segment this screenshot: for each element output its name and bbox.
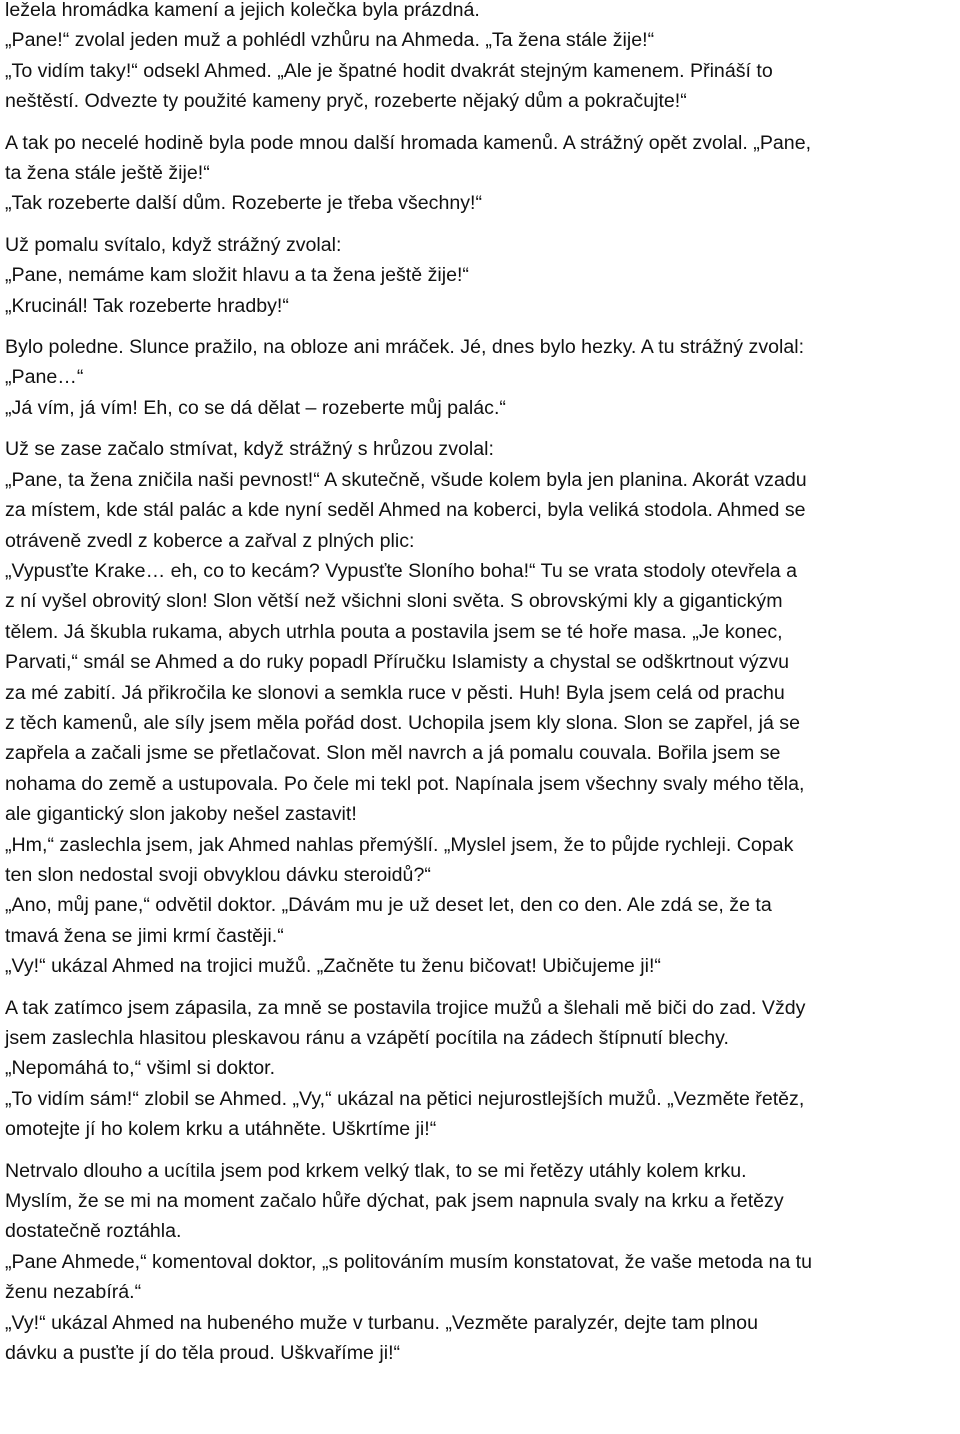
paragraph [5, 993, 960, 1145]
text-line: ležela hromádka kamení a jejich kolečka byla prázdná. [5, 0, 480, 21]
text-line: „Vypusťte Krake… eh, co to kecám? Vypusťte Sloního boha!“ Tu se vrata stodoly otevřela a [5, 559, 797, 582]
text-line: za místem, kde stál palác a kde nyní seděl Ahmed na koberci, byla veliká stodola. Ahmed se [5, 499, 806, 522]
paragraph [5, 434, 960, 981]
text-line: ten slon nedostal svoji obvyklou dávku steroidů?“ [5, 863, 431, 886]
text-line: Parvati,“ smál se Ahmed a do ruky popadl Příručku Islamisty a chystal se odškrtnout výzvu [5, 651, 790, 674]
paragraph [5, 332, 960, 423]
text-line: „Pane, nemáme kam složit hlavu a ta žena ještě žije!“ [5, 264, 469, 287]
text-line: „Hm,“ zaslechla jsem, jak Ahmed nahlas přemýšlí. „Myslel jsem, že to půjde rychleji. Copak [5, 833, 794, 856]
text-line: tmavá žena se jimi krmí častěji.“ [5, 924, 284, 947]
text-line: „Vy!“ ukázal Ahmed na trojici mužů. „Začněte tu ženu bičovat! Ubičujeme ji!“ [5, 955, 661, 978]
text-line: nohama do země a ustupovala. Po čele mi tekl pot. Napínala jsem všechny svaly mého těla, [5, 772, 805, 795]
text-line: „Tak rozeberte další dům. Rozeberte je třeba všechny!“ [5, 192, 483, 215]
text-line: „Ano, můj pane,“ odvětil doktor. „Dávám mu je už deset let, den co den. Ale zdá se, že ta [5, 894, 772, 917]
paragraph [5, 0, 960, 117]
text-line: jsem zaslechla hlasitou pleskavou ránu a vzápětí pocítila na zádech štípnutí blechy. [5, 1027, 729, 1049]
text-line: neštěstí. Odvezte ty použité kameny pryč, rozeberte nějaký dům a pokračujte!“ [5, 90, 687, 113]
text-line: za mé zabití. Já přikročila ke slonovi a semkla ruce v pěsti. Huh! Byla jsem celá od prachu [5, 681, 785, 704]
text-line: „To vidím sám!“ zlobil se Ahmed. „Vy,“ ukázal na pětici nejurostlejších mužů. „Vezměte řetěz, [5, 1087, 805, 1110]
text-line: „Vy!“ ukázal Ahmed na hubeného muže v turbanu. „Vezměte paralyzér, dejte tam plnou [5, 1311, 758, 1334]
text-line: omotejte jí ho kolem krku a utáhněte. Uškrtíme ji!“ [5, 1118, 437, 1141]
text-line: zapřela a začali jsme se přetlačovat. Slon měl navrch a já pomalu couvala. Bořila jsem se [5, 742, 781, 765]
paragraph [5, 1156, 960, 1369]
text-line: Netrvalo dlouho a ucítila jsem pod krkem velký tlak, to se mi řetězy utáhly kolem krku. [5, 1159, 747, 1182]
text-line: Už pomalu svítalo, když strážný zvolal: [5, 233, 342, 256]
text-line: „Krucinál! Tak rozeberte hradby!“ [5, 294, 289, 317]
text-line: Bylo poledne. Slunce pražilo, na obloze ani mráček. Jé, dnes bylo hezky. A tu strážný zvolal: [5, 336, 805, 359]
text-line: Myslím, že se mi na moment začalo hůře dýchat, pak jsem napnula svaly na krku a řetězy [5, 1190, 784, 1213]
document-page [5, 0, 960, 1379]
paragraph [5, 128, 960, 219]
text-line: „To vidím taky!“ odsekl Ahmed. „Ale je špatné hodit dvakrát stejným kamenem. Přináší to [5, 59, 773, 82]
text-line: „Já vím, já vím! Eh, co se dá dělat – rozeberte můj palác.“ [5, 396, 506, 419]
text-line: „Pane Ahmede,“ komentoval doktor, „s politováním musím konstatovat, že vaše metoda na tu [5, 1250, 813, 1273]
text-line: ženu nezabírá.“ [5, 1281, 142, 1304]
text-line: otráveně zvedl z koberce a zařval z plných plic: [5, 529, 415, 552]
text-line: „Pane!“ zvolal jeden muž a pohlédl vzhůru na Ahmeda. „Ta žena stále žije!“ [5, 29, 655, 52]
text-line: Už se zase začalo stmívat, když strážný s hrůzou zvolal: [5, 438, 494, 461]
paragraph [5, 230, 960, 321]
text-line: „Pane, ta žena zničila naši pevnost!“ A skutečně, všude kolem byla jen planina. Akorát vzadu [5, 468, 807, 491]
text-line: ta žena stále ještě žije!“ [5, 162, 210, 185]
text-line: A tak zatímco jsem zápasila, za mně se postavila trojice mužů a šlehali mě biči do zad. Vždy [5, 996, 806, 1019]
text-line: A tak po necelé hodině byla pode mnou další hromada kamenů. A strážný opět zvolal. „Pane, [5, 131, 812, 154]
text-line: dávku a pusťte jí do těla proud. Uškvaříme ji!“ [5, 1342, 401, 1365]
text-line: ale gigantický slon jakoby nešel zastavit! [5, 803, 357, 826]
text-line: z ní vyšel obrovitý slon! Slon větší než všichni sloni světa. S obrovskými kly a gigantickým [5, 590, 783, 613]
text-line: „Nepomáhá to,“ všiml si doktor. [5, 1057, 276, 1080]
text-line: z těch kamenů, ale síly jsem měla pořád dost. Uchopila jsem kly slona. Slon se zapřel, já se [5, 711, 801, 734]
text-line: tělem. Já škubla rukama, abych utrhla pouta a postavila jsem se té hoře masa. „Je konec, [5, 620, 783, 643]
text-line: „Pane…“ [5, 366, 84, 389]
text-line: dostatečně roztáhla. [5, 1220, 182, 1243]
